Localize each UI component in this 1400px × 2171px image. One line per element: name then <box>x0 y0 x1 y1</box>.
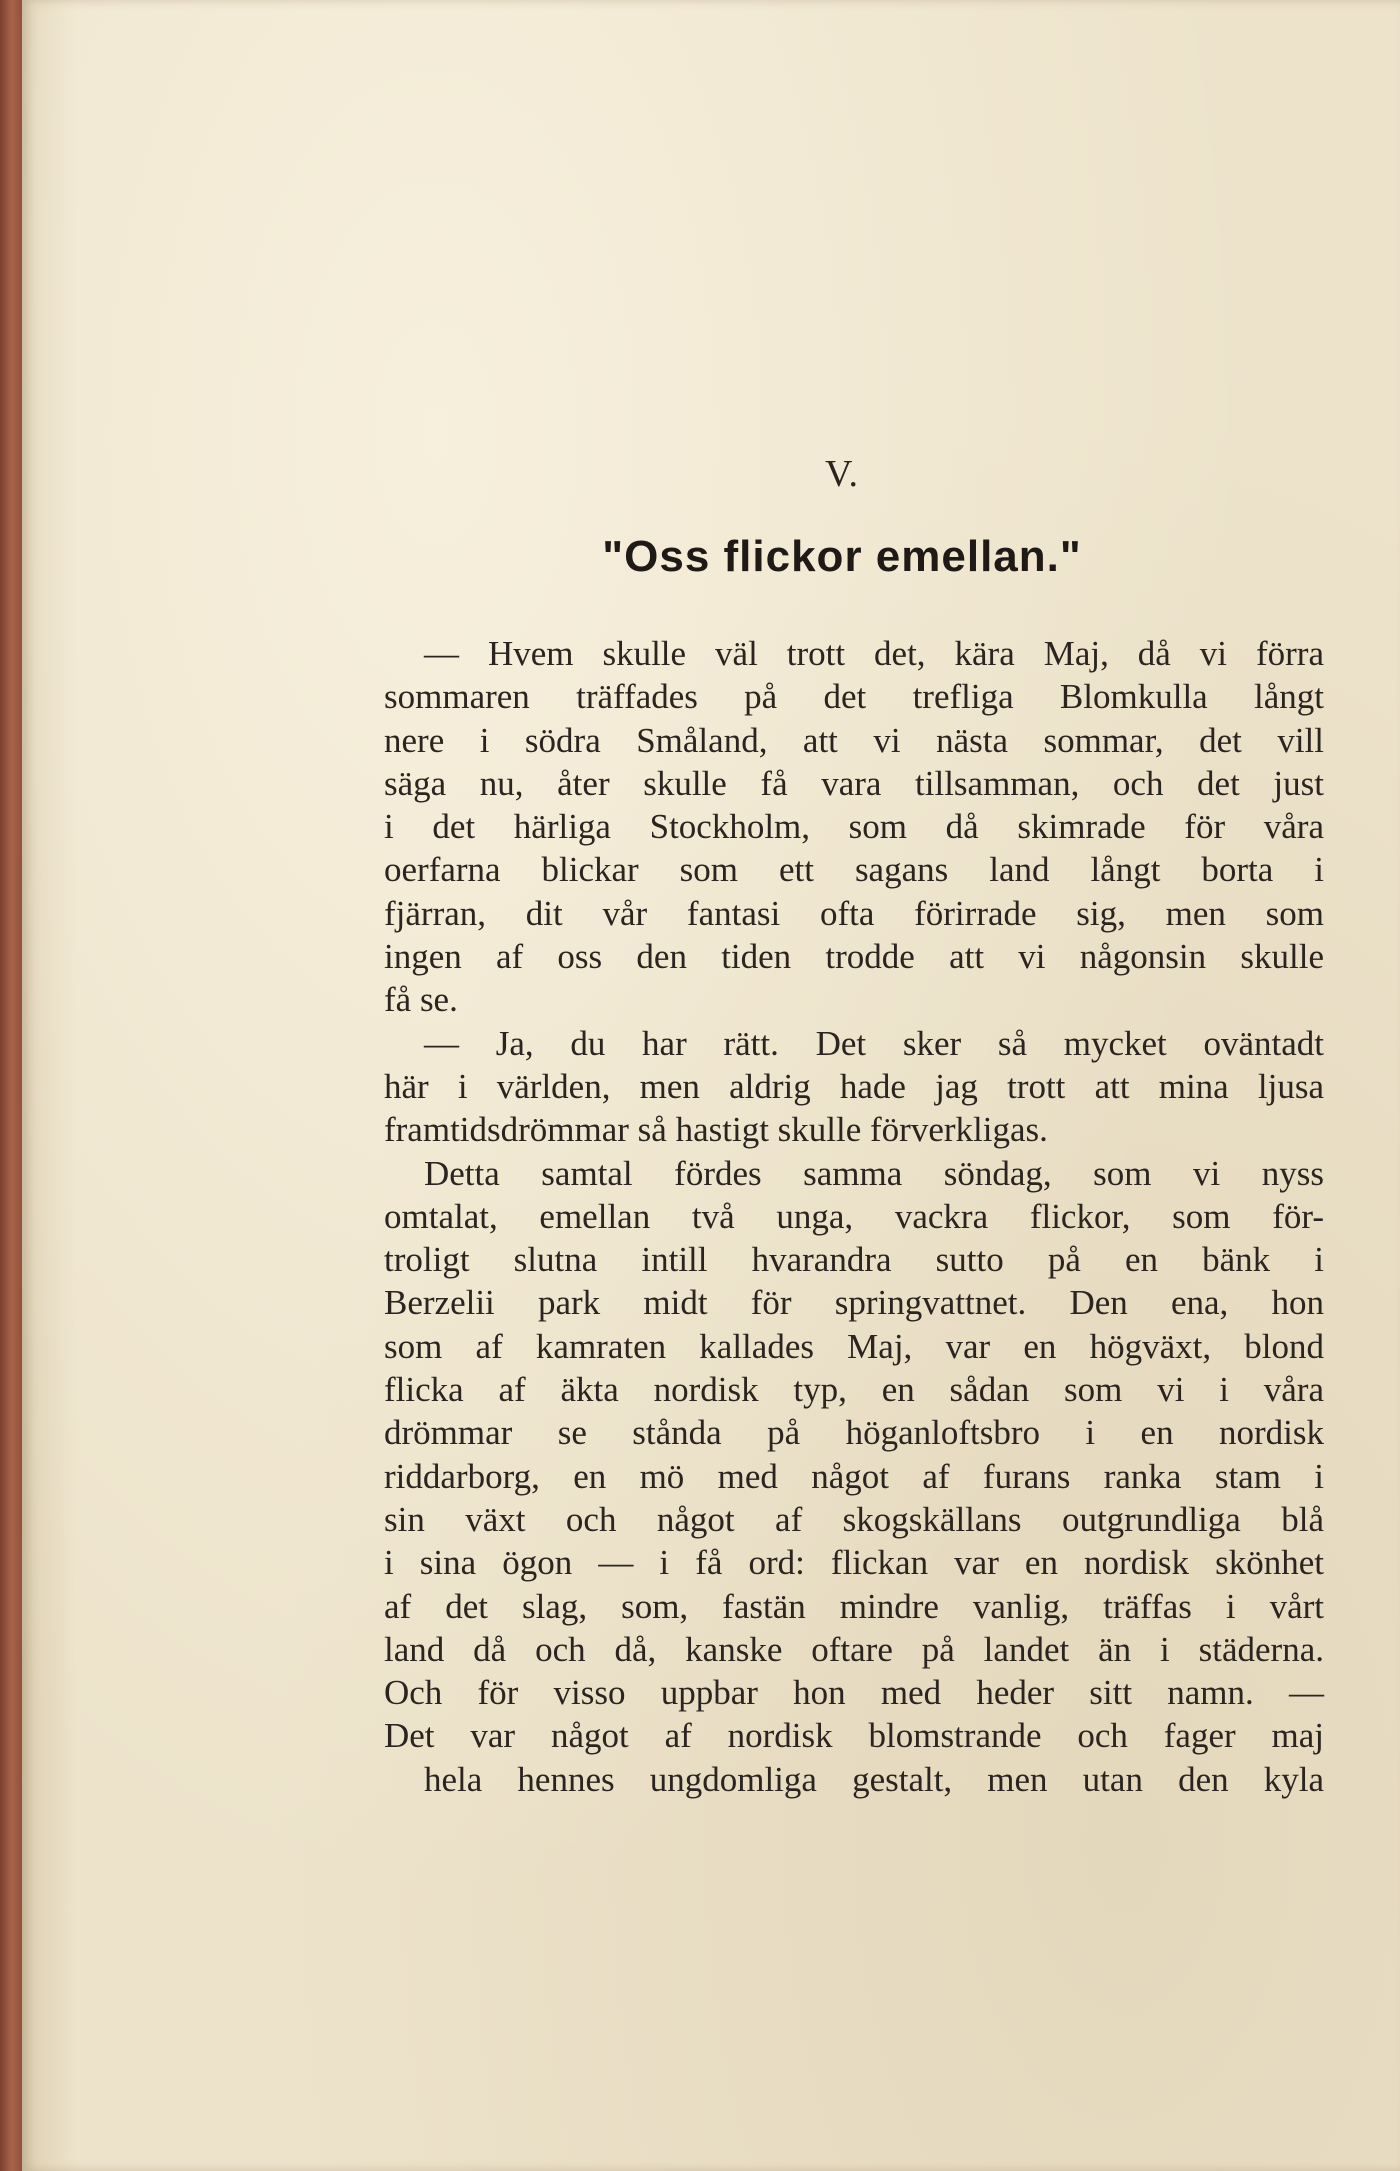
chapter-title: "Oss flickor emellan." <box>602 532 1082 581</box>
text-line: af det slag, som, fastän mindre vanlig, träffas i vårt <box>384 1586 1324 1626</box>
text-line: flicka af äkta nordisk typ, en sådan som vi i våra <box>384 1370 1324 1410</box>
text-line: som af kamraten kallades Maj, var en högväxt, blond <box>384 1326 1324 1366</box>
text-line: i sina ögon — i få ord: flickan var en nordisk skönhet <box>384 1543 1324 1583</box>
text-line: drömmar se stånda på höganloftsbro i en nordisk <box>384 1413 1324 1453</box>
chapter-number: V. <box>824 453 860 495</box>
text-line: — Hvem skulle väl trott det, kära Maj, då vi förra <box>424 634 1324 673</box>
text-line: riddarborg, en mö med något af furans ranka stam i <box>384 1456 1324 1496</box>
text-line: här i världen, men aldrig hade jag trott att mina ljusa <box>384 1066 1324 1106</box>
text-line: Och för visso uppbar hon med heder sitt namn. — <box>384 1673 1324 1713</box>
text-line: i det härliga Stockholm, som då skimrade för våra <box>384 807 1324 847</box>
text-line: — Ja, du har rätt. Det sker så mycket oväntadt <box>424 1023 1324 1063</box>
text-line: sommaren träffades på det trefliga Blomkulla långt <box>384 677 1324 717</box>
text-line: nere i södra Småland, att vi nästa sommar, det vill <box>384 720 1324 760</box>
text-line: säga nu, åter skulle få vara tillsamman, och det just <box>384 763 1324 803</box>
text-line: land då och då, kanske oftare på landet än i städerna. <box>384 1629 1324 1669</box>
body-text <box>384 632 1324 1801</box>
text-line: Det var något af nordisk blomstrande och fager maj <box>384 1716 1324 1756</box>
text-line: Detta samtal fördes samma söndag, som vi nyss <box>424 1153 1324 1193</box>
text-line: omtalat, emellan två unga, vackra flickor, som för- <box>384 1196 1324 1236</box>
text-line: troligt slutna intill hvarandra sutto på en bänk i <box>384 1240 1324 1280</box>
text-line: hela hennes ungdomliga gestalt, men utan den kyla <box>424 1759 1324 1799</box>
book-page <box>22 0 1400 2171</box>
text-line: oerfarna blickar som ett sagans land långt borta i <box>384 850 1324 890</box>
text-line: framtidsdrömmar så hastigt skulle förverkligas. <box>384 1110 1048 1150</box>
text-line: sin växt och något af skogskällans outgrundliga blå <box>384 1499 1324 1539</box>
text-line: få se. <box>384 980 458 1020</box>
text-line: fjärran, dit vår fantasi ofta förirrade sig, men som <box>384 893 1324 933</box>
text-line: ingen af oss den tiden trodde att vi någonsin skulle <box>384 937 1324 977</box>
text-line: Berzelii park midt för springvattnet. Den ena, hon <box>384 1283 1324 1323</box>
